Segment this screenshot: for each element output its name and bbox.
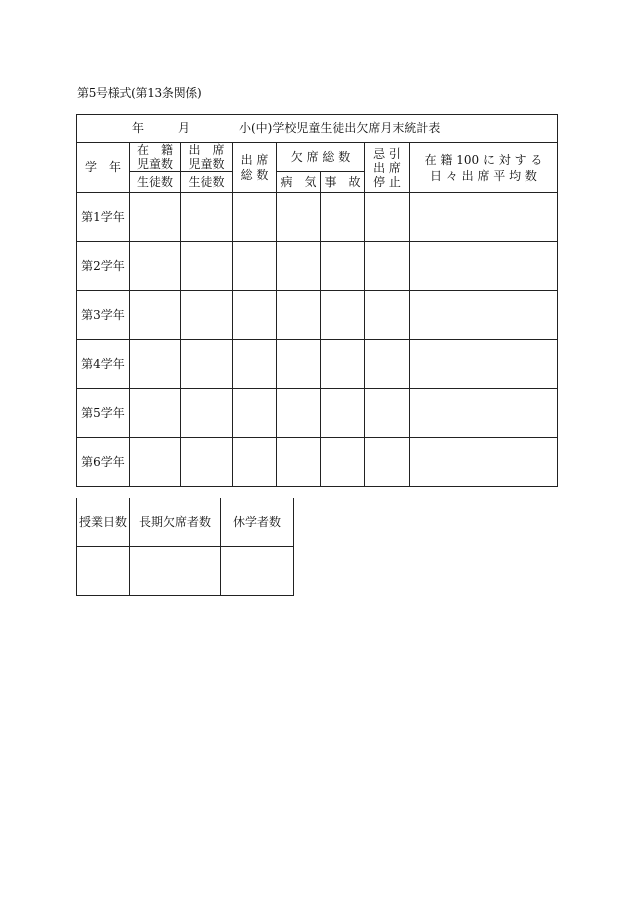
daily-average-cell[interactable]: [410, 193, 558, 242]
grade-label: 第3学年: [77, 291, 130, 340]
grade-label: 第4学年: [77, 340, 130, 389]
accident-cell[interactable]: [321, 291, 365, 340]
attending-cell[interactable]: [181, 193, 233, 242]
total-attendance-cell[interactable]: [233, 291, 277, 340]
grade-label: 第6学年: [77, 438, 130, 487]
table-row: [77, 291, 558, 340]
suspension-cell[interactable]: [365, 340, 410, 389]
daily-average-cell[interactable]: [410, 291, 558, 340]
title-year: 年: [132, 121, 145, 135]
header-accident: 事 故: [321, 172, 365, 193]
daily-average-cell[interactable]: [410, 438, 558, 487]
daily-average-cell[interactable]: [410, 242, 558, 291]
suspension-cell[interactable]: [365, 242, 410, 291]
accident-cell[interactable]: [321, 340, 365, 389]
illness-cell[interactable]: [277, 193, 321, 242]
leave-of-absence-cell[interactable]: [221, 547, 294, 596]
table-row: [77, 340, 558, 389]
table-row: [77, 389, 558, 438]
grade-label: 第1学年: [77, 193, 130, 242]
accident-cell[interactable]: [321, 438, 365, 487]
illness-cell[interactable]: [277, 389, 321, 438]
header-attending-students: 生徒数: [181, 172, 233, 193]
header-illness: 病 気: [277, 172, 321, 193]
monthly-attendance-table: [76, 114, 558, 487]
title-month: 月: [178, 121, 191, 135]
enrolled-cell[interactable]: [130, 389, 181, 438]
suspension-cell[interactable]: [365, 438, 410, 487]
total-attendance-cell[interactable]: [233, 193, 277, 242]
enrolled-cell[interactable]: [130, 291, 181, 340]
title-text: 小(中)学校児童生徒出欠席月末統計表: [239, 121, 441, 135]
attending-cell[interactable]: [181, 438, 233, 487]
suspension-cell[interactable]: [365, 193, 410, 242]
header-attending: 出 席 児童数: [181, 143, 233, 172]
header-enrolled: 在 籍 児童数: [130, 143, 181, 172]
illness-cell[interactable]: [277, 340, 321, 389]
header-absence-total: 欠 席 総 数: [277, 143, 365, 172]
attending-cell[interactable]: [181, 242, 233, 291]
header-daily-average: 在 籍 100 に 対 す る 日 々 出 席 平 均 数: [410, 143, 558, 193]
table-title: [77, 115, 558, 143]
table-row: [77, 242, 558, 291]
enrolled-cell[interactable]: [130, 193, 181, 242]
enrolled-cell[interactable]: [130, 438, 181, 487]
header-total-attendance: 出 席 総 数: [233, 143, 277, 193]
daily-average-cell[interactable]: [410, 389, 558, 438]
total-attendance-cell[interactable]: [233, 389, 277, 438]
total-attendance-cell[interactable]: [233, 340, 277, 389]
attending-cell[interactable]: [181, 389, 233, 438]
enrolled-cell[interactable]: [130, 242, 181, 291]
summary-table: [76, 498, 294, 596]
form-number-label: 第5号様式(第13条関係): [77, 86, 202, 100]
total-attendance-cell[interactable]: [233, 242, 277, 291]
school-days-cell[interactable]: [77, 547, 130, 596]
illness-cell[interactable]: [277, 291, 321, 340]
table-row: [77, 193, 558, 242]
daily-average-cell[interactable]: [410, 340, 558, 389]
header-suspension: 忌 引 出 席 停 止: [365, 143, 410, 193]
enrolled-cell[interactable]: [130, 340, 181, 389]
grade-label: 第5学年: [77, 389, 130, 438]
attending-cell[interactable]: [181, 340, 233, 389]
accident-cell[interactable]: [321, 242, 365, 291]
accident-cell[interactable]: [321, 389, 365, 438]
leave-of-absence-label: 休学者数: [221, 498, 294, 547]
long-absence-cell[interactable]: [130, 547, 221, 596]
attending-cell[interactable]: [181, 291, 233, 340]
total-attendance-cell[interactable]: [233, 438, 277, 487]
suspension-cell[interactable]: [365, 291, 410, 340]
illness-cell[interactable]: [277, 438, 321, 487]
suspension-cell[interactable]: [365, 389, 410, 438]
grade-label: 第2学年: [77, 242, 130, 291]
header-grade: 学 年: [77, 143, 130, 193]
accident-cell[interactable]: [321, 193, 365, 242]
school-days-label: 授業日数: [77, 498, 130, 547]
illness-cell[interactable]: [277, 242, 321, 291]
table-row: [77, 438, 558, 487]
header-enrolled-students: 生徒数: [130, 172, 181, 193]
long-absence-label: 長期欠席者数: [130, 498, 221, 547]
